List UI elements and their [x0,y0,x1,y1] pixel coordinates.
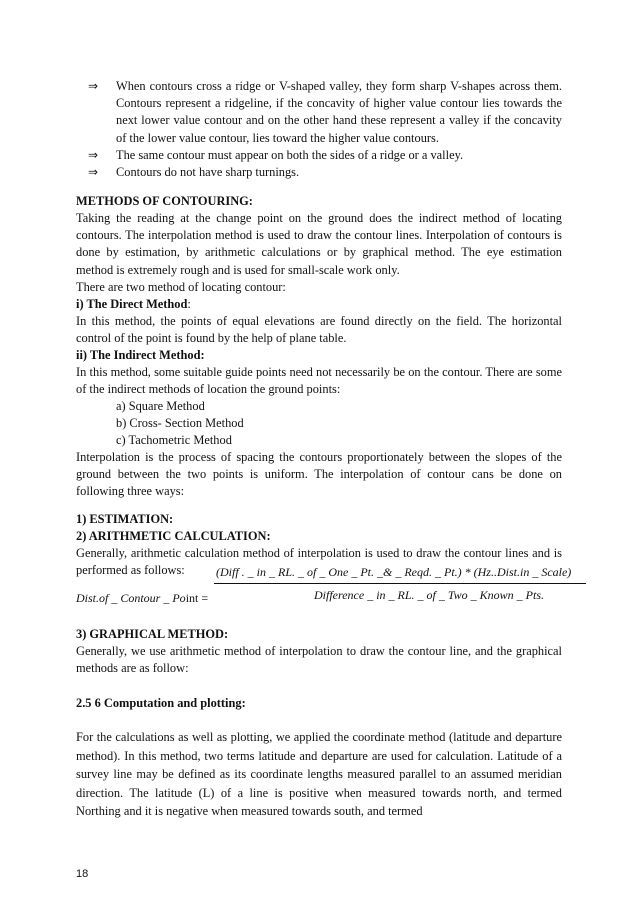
graphical-paragraph: Generally, we use arithmetic method of interpolation to draw the contour line, and the graphical methods are as follow: [76,644,562,676]
list-item: b) Cross- Section Method [116,416,244,430]
estimation-heading: 1) ESTIMATION: [76,512,174,526]
bullet-item [88,164,562,181]
formula-lhs-int: int = [185,591,209,605]
indirect-method-heading: ii) The Indirect Method: [76,348,205,362]
list-item: a) Square Method [116,399,205,413]
bullet-text: Contours do not have sharp turnings. [116,165,300,179]
list-item: c) Tachometric Method [116,433,232,447]
bullet-item [88,78,562,147]
formula-lhs [76,591,208,606]
indirect-method-paragraph: In this method, some suitable guide points need not necessarily be on the contour. There are some of the indirect methods of location the ground points: [76,365,562,397]
graphical-heading: 3) GRAPHICAL METHOD: [76,627,229,641]
section-heading: 2.5 6 Computation and plotting: [76,696,246,710]
formula-denominator: Difference _ in _ RL. _ of _ Two _ Known _ Pts. [314,588,544,602]
direct-method-heading-line [76,296,191,313]
arithmetic-heading: 2) ARITHMETIC CALCULATION: [76,529,271,543]
bullet-text: When contours cross a ridge or V-shaped valley, they form sharp V-shapes across them. Contours represent a ridgeline, if the concavity of higher value contour lies towards the next lower value contour and on the other hand these represent a valley if the concavity of the lower value contour, lies toward the higher value contours. [116,79,562,145]
direct-method-paragraph: In this method, the points of equal elevations are found directly on the field. The horizontal control of the point is found by the help of plane table. [76,314,562,346]
right-double-arrow-icon: ⇒ [88,148,99,162]
direct-method-colon: : [187,297,191,311]
right-double-arrow-icon: ⇒ [88,165,99,179]
arithmetic-paragraph: Generally, arithmetic calculation method of interpolation is used to draw the contour lines and is performed as follows: [76,546,562,578]
formula-fraction-bar [214,583,586,584]
methods-paragraph: Taking the reading at the change point on the ground does the indirect method of locating contours. The interpolation method is used to draw the contour lines. Interpolation of contours is done by estimation, by arithmetic calculations or by graphical method. The eye estimation method is extremely rough and is used for small-scale work only. [76,211,562,277]
interpolation-paragraph: Interpolation is the process of spacing the contours proportionately between the slopes of the ground between the two points is uniform. The interpolation of contour cans be done on following three ways: [76,450,562,499]
bullet-item [88,147,562,164]
formula-numerator: (Diff . _ in _ RL. _ of _ One _ Pt. _& _ Reqd. _ Pt.) * (Hz..Dist.in _ Scale) [216,565,572,579]
bullet-text: The same contour must appear on both the sides of a ridge or a valley. [116,148,464,162]
methods-heading: METHODS OF CONTOURING: [76,194,253,208]
direct-method-heading: i) The Direct Method [76,297,188,311]
section-paragraph: For the calculations as well as plotting, we applied the coordinate method (latitude and departure method). In this method, two terms latitude and departure are used for calculation. Latitude of a survey line may be defined as its coordinate lengths measured parallel to an assumed meridian direction. The latitude (L) of a line is positive when measured towards north, and termed Northing and it is negative when measured towards south, and termed [76,730,562,819]
right-double-arrow-icon: ⇒ [88,79,99,93]
formula-lhs-text: Dist.of _ Contour _ Po [76,591,186,605]
page-number: 18 [76,868,89,880]
two-methods-line: There are two method of locating contour: [76,280,286,294]
